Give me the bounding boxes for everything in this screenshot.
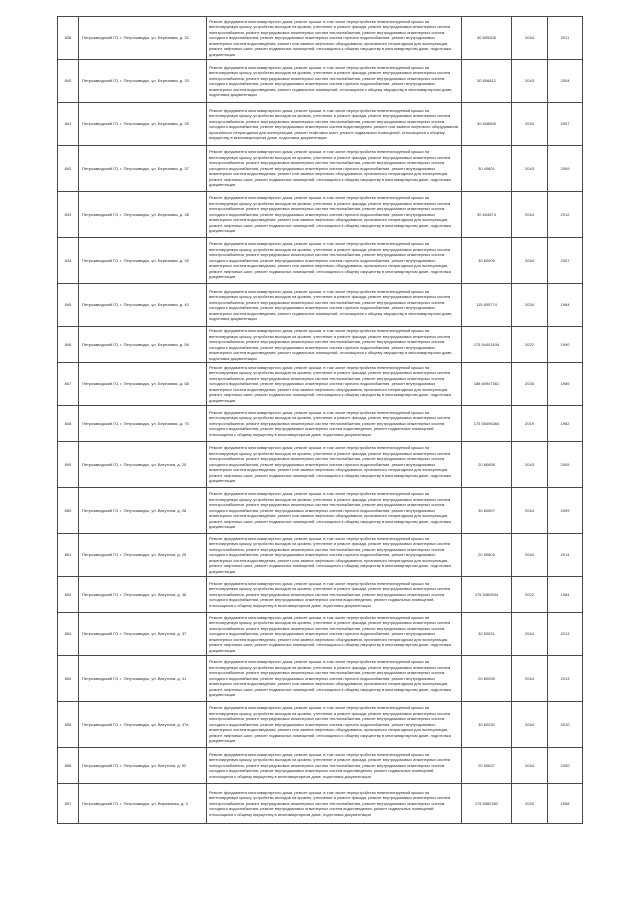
row-year2: 2010 <box>548 702 583 748</box>
row-year: 2044 <box>512 238 548 284</box>
row-year2: 2007 <box>548 103 583 146</box>
row-year2: 2014 <box>548 534 583 577</box>
row-works: Ремонт фундамента многоквартирного дома, ремонт крыши, в том числе переустройство невентилируемой крыши на вентилируемую крышу, устройство выходов на кровлю, утепление и ремонт фасада, ремонт внутридомовых инженерных систем электроснабжения, ремонт внутридомовых инженерных систем теплоснабжения, ремонт внутридомовых инженерных систем холодного водоснабжения, ремонт внутридомовых инженерных систем горячего водоснабжения, ремонт внутридомовых инженерных систем водоотведения, ремонт подвальных помещений, относящихся к общему имуществу в многоквартирном доме, подготовка документации <box>207 60 462 103</box>
row-year2: 2005 <box>548 442 583 488</box>
row-address: Петрозаводский ГО, г. Петрозаводск, ул. Березовая, д. 37 <box>79 146 207 192</box>
row-year: 2044 <box>512 192 548 238</box>
row-address: Петрозаводский ГО, г. Петрозаводск, ул. Березовая, д. 33 <box>79 60 207 103</box>
row-works: Ремонт фундамента многоквартирного дома, ремонт крыши, в том числе переустройство невентилируемой крыши на вентилируемую крышу, устройство выходов на кровлю, утепление и ремонт фасада, ремонт внутридомовых инженерных систем электроснабжения, ремонт внутридомовых инженерных систем теплоснабжения, ремонт внутридомовых инженерных систем холодного водоснабжения, ремонт внутридомовых инженерных систем водоотведения, ремонт подвальных помещений, относящихся к общему имуществу в многоквартирном доме, подготовка документации <box>207 577 462 613</box>
row-cost: 30 60009 <box>462 238 512 284</box>
table-row <box>58 613 583 656</box>
table-row <box>58 442 583 488</box>
row-year: 2019 <box>512 406 548 442</box>
row-year2: 1984 <box>548 577 583 613</box>
row-works: Ремонт фундамента многоквартирного дома, ремонт крыши, в том числе переустройство невентилируемой крыши на вентилируемую крышу, устройство выходов на кровлю, утепление и ремонт фасада, ремонт внутридомовых инженерных систем электроснабжения, ремонт внутридомовых инженерных систем теплоснабжения, ремонт внутридомовых инженерных систем холодного водоснабжения, ремонт внутридомовых инженерных систем горячего водоснабжения, ремонт внутридомовых инженерных систем водоотведения, ремонт подвальных помещений, относящихся к общему имуществу в многоквартирном доме, подготовка документации <box>207 327 462 363</box>
row-works: Ремонт фундамента многоквартирного дома, ремонт крыши, в том числе переустройство невентилируемой крыши на вентилируемую крышу, устройство выходов на кровлю, утепление и ремонт фасада, ремонт внутридомовых инженерных систем электроснабжения, ремонт внутридомовых инженерных систем теплоснабжения, ремонт внутридомовых инженерных систем холодного водоснабжения, ремонт внутридомовых инженерных систем горячего водоснабжения, ремонт внутридомовых инженерных систем водоотведения, ремонт или замена лифтового оборудования, признанного непригодным для эксплуатации, ремонт лифтовых шахт, ремонт подвальных помещений, относящихся к общему имуществу в многоквартирном доме, подготовка документации <box>207 363 462 406</box>
row-number: 851 <box>58 534 79 577</box>
row-works: Ремонт фундамента многоквартирного дома, ремонт крыши, в том числе переустройство невентилируемой крыши на вентилируемую крышу, устройство выходов на кровлю, утепление и ремонт фасада, ремонт внутридомовых инженерных систем электроснабжения, ремонт внутридомовых инженерных систем теплоснабжения, ремонт внутридомовых инженерных систем холодного водоснабжения, ремонт внутридомовых инженерных систем горячего водоснабжения, ремонт внутридомовых инженерных систем водоотведения, ремонт или замена лифтового оборудования, признанного непригодным для эксплуатации, ремонт лифтовых шахт, ремонт подвальных помещений, относящихся к общему имуществу в многоквартирном доме, подготовка документации <box>207 146 462 192</box>
row-year2: 1958 <box>548 784 583 824</box>
row-works: Ремонт фундамента многоквартирного дома, ремонт крыши, в том числе переустройство невентилируемой крыши на вентилируемую крышу, устройство выходов на кровлю, утепление и ремонт фасада, ремонт внутридомовых инженерных систем электроснабжения, ремонт внутридомовых инженерных систем теплоснабжения, ремонт внутридомовых инженерных систем холодного водоснабжения, ремонт внутридомовых инженерных систем горячего водоснабжения, ремонт внутридомовых инженерных систем водоотведения, ремонт или замена лифтового оборудования, признанного непригодным для эксплуатации, ремонт лифтовых шахт, ремонт подвальных помещений, относящихся к общему имуществу в многоквартирном доме, подготовка документации <box>207 702 462 748</box>
row-address: Петрозаводский ГО, г. Петрозаводск, ул. Березовая, д. 38 <box>79 192 207 238</box>
table-row <box>58 192 583 238</box>
row-number: 849 <box>58 442 79 488</box>
row-number: 840 <box>58 60 79 103</box>
row-address: Петрозаводский ГО, г. Петрозаводск, ул. Березовая, д. 40 <box>79 284 207 327</box>
table-row <box>58 17 583 60</box>
row-number: 847 <box>58 363 79 406</box>
row-year2: 1962 <box>548 406 583 442</box>
row-year: 2022 <box>512 327 548 363</box>
row-cost: 175 54401634 <box>462 327 512 363</box>
row-year: 2022 <box>512 577 548 613</box>
table-row <box>58 284 583 327</box>
table-row <box>58 363 583 406</box>
row-address: Петрозаводский ГО, г. Петрозаводск, ул. Ватутина, д. 47а <box>79 702 207 748</box>
row-year: 2044 <box>512 702 548 748</box>
row-cost: 30 608809 <box>462 103 512 146</box>
row-year: 2044 <box>512 534 548 577</box>
row-number: 855 <box>58 702 79 748</box>
row-cost: 30 50531 <box>462 613 512 656</box>
row-number: 853 <box>58 613 79 656</box>
row-works: Ремонт фундамента многоквартирного дома, ремонт крыши, в том числе переустройство невентилируемой крыши на вентилируемую крышу, устройство выходов на кровлю, утепление и ремонт фасада, ремонт внутридомовых инженерных систем электроснабжения, ремонт внутридомовых инженерных систем теплоснабжения, ремонт внутридомовых инженерных систем холодного водоснабжения, ремонт внутридомовых инженерных систем горячего водоснабжения, ремонт внутридомовых инженерных систем водоотведения, ремонт или замена лифтового оборудования, признанного непригодным для эксплуатации, ремонт лифтовых шахт, ремонт подвальных помещений, относящихся к общему имуществу в многоквартирном доме, подготовка документации <box>207 442 462 488</box>
row-year2: 1984 <box>548 284 583 327</box>
row-cost: 30 606812 <box>462 60 512 103</box>
row-address: Петрозаводский ГО, г. Петрозаводск, ул. Ватутина, д. 29 <box>79 534 207 577</box>
table-row <box>58 577 583 613</box>
row-year: 2044 <box>512 488 548 534</box>
row-cost: 175 55496364 <box>462 406 512 442</box>
row-cost: 175 5469944 <box>462 577 512 613</box>
row-cost: 20 60035 <box>462 656 512 702</box>
row-address: Петрозаводский ГО, г. Петрозаводск, ул. Березовая, д. 39 <box>79 238 207 284</box>
table-row <box>58 406 583 442</box>
row-address: Петрозаводский ГО, г. Петрозаводск, ул. Ватутина, д. 28 <box>79 488 207 534</box>
row-cost: 20 80658 <box>462 442 512 488</box>
row-address: Петрозаводский ГО, г. Петрозаводск, ул. Ватутина, д. 37 <box>79 613 207 656</box>
row-cost: 115 655774 <box>462 284 512 327</box>
row-year: 2044 <box>512 103 548 146</box>
row-number: 857 <box>58 784 79 824</box>
row-year: 2044 <box>512 656 548 702</box>
document-page <box>57 16 582 824</box>
row-works: Ремонт фундамента многоквартирного дома, ремонт крыши, в том числе переустройство невентилируемой крыши на вентилируемую крышу, устройство выходов на кровлю, утепление и ремонт фасада, ремонт внутридомовых инженерных систем электроснабжения, ремонт внутридомовых инженерных систем теплоснабжения, ремонт внутридомовых инженерных систем холодного водоснабжения, ремонт внутридомовых инженерных систем водоотведения, ремонт подвальных помещений, относящихся к общему имуществу в многоквартирном доме, подготовка документации <box>207 748 462 784</box>
row-cost: 188 60947361 <box>462 363 512 406</box>
row-year: 2020 <box>512 784 548 824</box>
row-cost: 30 40801 <box>462 146 512 192</box>
row-cost: 175 5582362 <box>462 784 512 824</box>
table-row <box>58 784 583 824</box>
row-number: 856 <box>58 748 79 784</box>
row-number: 841 <box>58 103 79 146</box>
row-number: 845 <box>58 284 79 327</box>
row-cost: 30 605305 <box>462 17 512 60</box>
row-works: Ремонт фундамента многоквартирного дома, ремонт крыши, в том числе переустройство невентилируемой крыши на вентилируемую крышу, устройство выходов на кровлю, утепление и ремонт фасада, ремонт внутридомовых инженерных систем электроснабжения, ремонт внутридомовых инженерных систем теплоснабжения, ремонт внутридомовых инженерных систем холодного водоснабжения, ремонт внутридомовых инженерных систем горячего водоснабжения, ремонт внутридомовых инженерных систем водоотведения, ремонт или замена лифтового оборудования, признанного непригодным для эксплуатации, ремонт лифтовых шахт, ремонт подвальных помещений, относящихся к общему имуществу в многоквартирном доме, подготовка документации <box>207 534 462 577</box>
table-row <box>58 656 583 702</box>
row-year2: 2000 <box>548 748 583 784</box>
row-works: Ремонт фундамента многоквартирного дома, ремонт крыши, в том числе переустройство невентилируемой крыши на вентилируемую крышу, устройство выходов на кровлю, утепление и ремонт фасада, ремонт внутридомовых инженерных систем электроснабжения, ремонт внутридомовых инженерных систем теплоснабжения, ремонт внутридомовых инженерных систем холодного водоснабжения, ремонт внутридомовых инженерных систем горячего водоснабжения, ремонт внутридомовых инженерных систем водоотведения, ремонт подвальных помещений, относящихся к общему имуществу в многоквартирном доме, подготовка документации <box>207 284 462 327</box>
row-year: 2044 <box>512 748 548 784</box>
row-year: 2043 <box>512 442 548 488</box>
row-year2: 2012 <box>548 192 583 238</box>
row-year2: 2009 <box>548 146 583 192</box>
row-address: Петрозаводский ГО, г. Петрозаводск, ул. Ватутина, д. 41 <box>79 656 207 702</box>
row-year: 2043 <box>512 60 548 103</box>
table-row <box>58 534 583 577</box>
table-row <box>58 146 583 192</box>
row-works: Ремонт фундамента многоквартирного дома, ремонт крыши, в том числе переустройство невентилируемой крыши на вентилируемую крышу, устройство выходов на кровлю, утепление и ремонт фасада, ремонт внутридомовых инженерных систем электроснабжения, ремонт внутридомовых инженерных систем теплоснабжения, ремонт внутридомовых инженерных систем холодного водоснабжения, ремонт внутридомовых инженерных систем горячего водоснабжения, ремонт внутридомовых инженерных систем водоотведения, ремонт или замена лифтового оборудования, признанного непригодным для эксплуатации, ремонт лифтовых шахт, ремонт подвальных помещений, относящихся к общему имуществу в многоквартирном доме, подготовка документации <box>207 656 462 702</box>
row-number: 844 <box>58 238 79 284</box>
row-cost: 30 604874 <box>462 192 512 238</box>
row-number: 848 <box>58 406 79 442</box>
table-row <box>58 60 583 103</box>
row-year2: 1989 <box>548 363 583 406</box>
row-number: 838 <box>58 17 79 60</box>
row-year2: 1990 <box>548 327 583 363</box>
capital-repair-table <box>57 16 583 824</box>
row-year: 2034 <box>512 284 548 327</box>
row-address: Петрозаводский ГО, г. Петрозаводск, ул. Варламова, д. 3 <box>79 784 207 824</box>
row-number: 852 <box>58 577 79 613</box>
row-year: 2043 <box>512 146 548 192</box>
row-year2: 2013 <box>548 613 583 656</box>
row-year2: 2011 <box>548 17 583 60</box>
row-number: 843 <box>58 192 79 238</box>
row-works: Ремонт фундамента многоквартирного дома, ремонт крыши, в том числе переустройство невентилируемой крыши на вентилируемую крышу, устройство выходов на кровлю, утепление и ремонт фасада, ремонт внутридомовых инженерных систем электроснабжения, ремонт внутридомовых инженерных систем теплоснабжения, ремонт внутридомовых инженерных систем холодного водоснабжения, ремонт внутридомовых инженерных систем горячего водоснабжения, ремонт внутридомовых инженерных систем водоотведения, ремонт или замена лифтового оборудования, признанного непригодным для эксплуатации, ремонт лифтовых шахт, ремонт подвальных помещений, относящихся к общему имуществу в многоквартирном доме, подготовка документации <box>207 613 462 656</box>
row-cost: 20 50637 <box>462 748 512 784</box>
table-row <box>58 103 583 146</box>
table-row <box>58 238 583 284</box>
row-works: Ремонт фундамента многоквартирного дома, ремонт крыши, в том числе переустройство невентилируемой крыши на вентилируемую крышу, устройство выходов на кровлю, утепление и ремонт фасада, ремонт внутридомовых инженерных систем электроснабжения, ремонт внутридомовых инженерных систем теплоснабжения, ремонт внутридомовых инженерных систем холодного водоснабжения, ремонт внутридомовых инженерных систем водоотведения, ремонт или замена лифтового оборудования, признанного непригодным для эксплуатации, ремонт лифтовых шахт, ремонт подвальных помещений, относящихся к общему имуществу в многоквартирном доме, подготовка документации <box>207 103 462 146</box>
row-number: 850 <box>58 488 79 534</box>
row-number: 846 <box>58 327 79 363</box>
row-works: Ремонт фундамента многоквартирного дома, ремонт крыши, в том числе переустройство невентилируемой крыши на вентилируемую крышу, устройство выходов на кровлю, утепление и ремонт фасада, ремонт внутридомовых инженерных систем электроснабжения, ремонт внутридомовых инженерных систем теплоснабжения, ремонт внутридомовых инженерных систем холодного водоснабжения, ремонт внутридомовых инженерных систем горячего водоснабжения, ремонт внутридомовых инженерных систем водоотведения, ремонт или замена лифтового оборудования, признанного непригодным для эксплуатации, ремонт лифтовых шахт, ремонт подвальных помещений, относящихся к общему имуществу в многоквартирном доме, подготовка документации <box>207 17 462 60</box>
row-year2: 2007 <box>548 238 583 284</box>
table-row <box>58 748 583 784</box>
row-address: Петрозаводский ГО, г. Петрозаводск, ул. Ватутина, д. 36 <box>79 577 207 613</box>
table-body <box>58 17 583 824</box>
row-cost: 30 60507 <box>462 488 512 534</box>
row-year: 2044 <box>512 17 548 60</box>
row-year: 2044 <box>512 613 548 656</box>
row-address: Петрозаводский ГО, г. Петрозаводск, ул. Березовая, д. 58 <box>79 363 207 406</box>
table-row <box>58 488 583 534</box>
row-cost: 20 50803 <box>462 534 512 577</box>
row-year2: 2004 <box>548 60 583 103</box>
row-address: Петрозаводский ГО, г. Петрозаводск, ул. Березовая, д. 70 <box>79 406 207 442</box>
row-year: 2026 <box>512 363 548 406</box>
table-row <box>58 702 583 748</box>
row-works: Ремонт фундамента многоквартирного дома, ремонт крыши, в том числе переустройство невентилируемой крыши на вентилируемую крышу, устройство выходов на кровлю, утепление и ремонт фасада, ремонт внутридомовых инженерных систем электроснабжения, ремонт внутридомовых инженерных систем теплоснабжения, ремонт внутридомовых инженерных систем холодного водоснабжения, ремонт внутридомовых инженерных систем водоотведения, ремонт подвальных помещений, относящихся к общему имуществу в многоквартирном доме, подготовка документации <box>207 784 462 824</box>
row-number: 854 <box>58 656 79 702</box>
row-works: Ремонт фундамента многоквартирного дома, ремонт крыши, в том числе переустройство невентилируемой крыши на вентилируемую крышу, устройство выходов на кровлю, утепление и ремонт фасада, ремонт внутридомовых инженерных систем электроснабжения, ремонт внутридомовых инженерных систем теплоснабжения, ремонт внутридомовых инженерных систем холодного водоснабжения, ремонт внутридомовых инженерных систем горячего водоснабжения, ремонт внутридомовых инженерных систем водоотведения, ремонт или замена лифтового оборудования, признанного непригодным для эксплуатации, ремонт лифтовых шахт, ремонт подвальных помещений, относящихся к общему имуществу в многоквартирном доме, подготовка документации <box>207 488 462 534</box>
row-works: Ремонт фундамента многоквартирного дома, ремонт крыши, в том числе переустройство невентилируемой крыши на вентилируемую крышу, устройство выходов на кровлю, утепление и ремонт фасада, ремонт внутридомовых инженерных систем электроснабжения, ремонт внутридомовых инженерных систем теплоснабжения, ремонт внутридомовых инженерных систем холодного водоснабжения, ремонт внутридомовых инженерных систем горячего водоснабжения, ремонт внутридомовых инженерных систем водоотведения, ремонт или замена лифтового оборудования, признанного непригодным для эксплуатации, ремонт лифтовых шахт, ремонт подвальных помещений, относящихся к общему имуществу в многоквартирном доме, подготовка документации <box>207 192 462 238</box>
row-year2: 2013 <box>548 656 583 702</box>
table-row <box>58 327 583 363</box>
row-address: Петрозаводский ГО, г. Петрозаводск, ул. Березовая, д. 56 <box>79 327 207 363</box>
row-works: Ремонт фундамента многоквартирного дома, ремонт крыши, в том числе переустройство невентилируемой крыши на вентилируемую крышу, устройство выходов на кровлю, утепление и ремонт фасада, ремонт внутридомовых инженерных систем электроснабжения, ремонт внутридомовых инженерных систем теплоснабжения, ремонт внутридомовых инженерных систем холодного водоснабжения, ремонт внутридомовых инженерных систем горячего водоснабжения, ремонт внутридомовых инженерных систем водоотведения, ремонт или замена лифтового оборудования, признанного непригодным для эксплуатации, ремонт лифтовых шахт, ремонт подвальных помещений, относящихся к общему имуществу в многоквартирном доме, подготовка документации <box>207 238 462 284</box>
row-address: Петрозаводский ГО, г. Петрозаводск, ул. Березовая, д. 32 <box>79 17 207 60</box>
row-cost: 30 60030 <box>462 702 512 748</box>
row-number: 842 <box>58 146 79 192</box>
row-address: Петрозаводский ГО, г. Петрозаводск, ул. Ватутина, д. 25 <box>79 442 207 488</box>
row-address: Петрозаводский ГО, г. Петрозаводск, ул. Березовая, д. 35 <box>79 103 207 146</box>
row-address: Петрозаводский ГО, г. Петрозаводск, ул. Ватутина, д. 52 <box>79 748 207 784</box>
row-year2: 2009 <box>548 488 583 534</box>
row-works: Ремонт фундамента многоквартирного дома, ремонт крыши, в том числе переустройство невентилируемой крыши на вентилируемую крышу, устройство выходов на кровлю, утепление и ремонт фасада, ремонт внутридомовых инженерных систем электроснабжения, ремонт внутридомовых инженерных систем теплоснабжения, ремонт внутридомовых инженерных систем холодного водоснабжения, ремонт внутридомовых инженерных систем водоотведения, ремонт подвальных помещений, относящихся к общему имуществу в многоквартирном доме, подготовка документации <box>207 406 462 442</box>
